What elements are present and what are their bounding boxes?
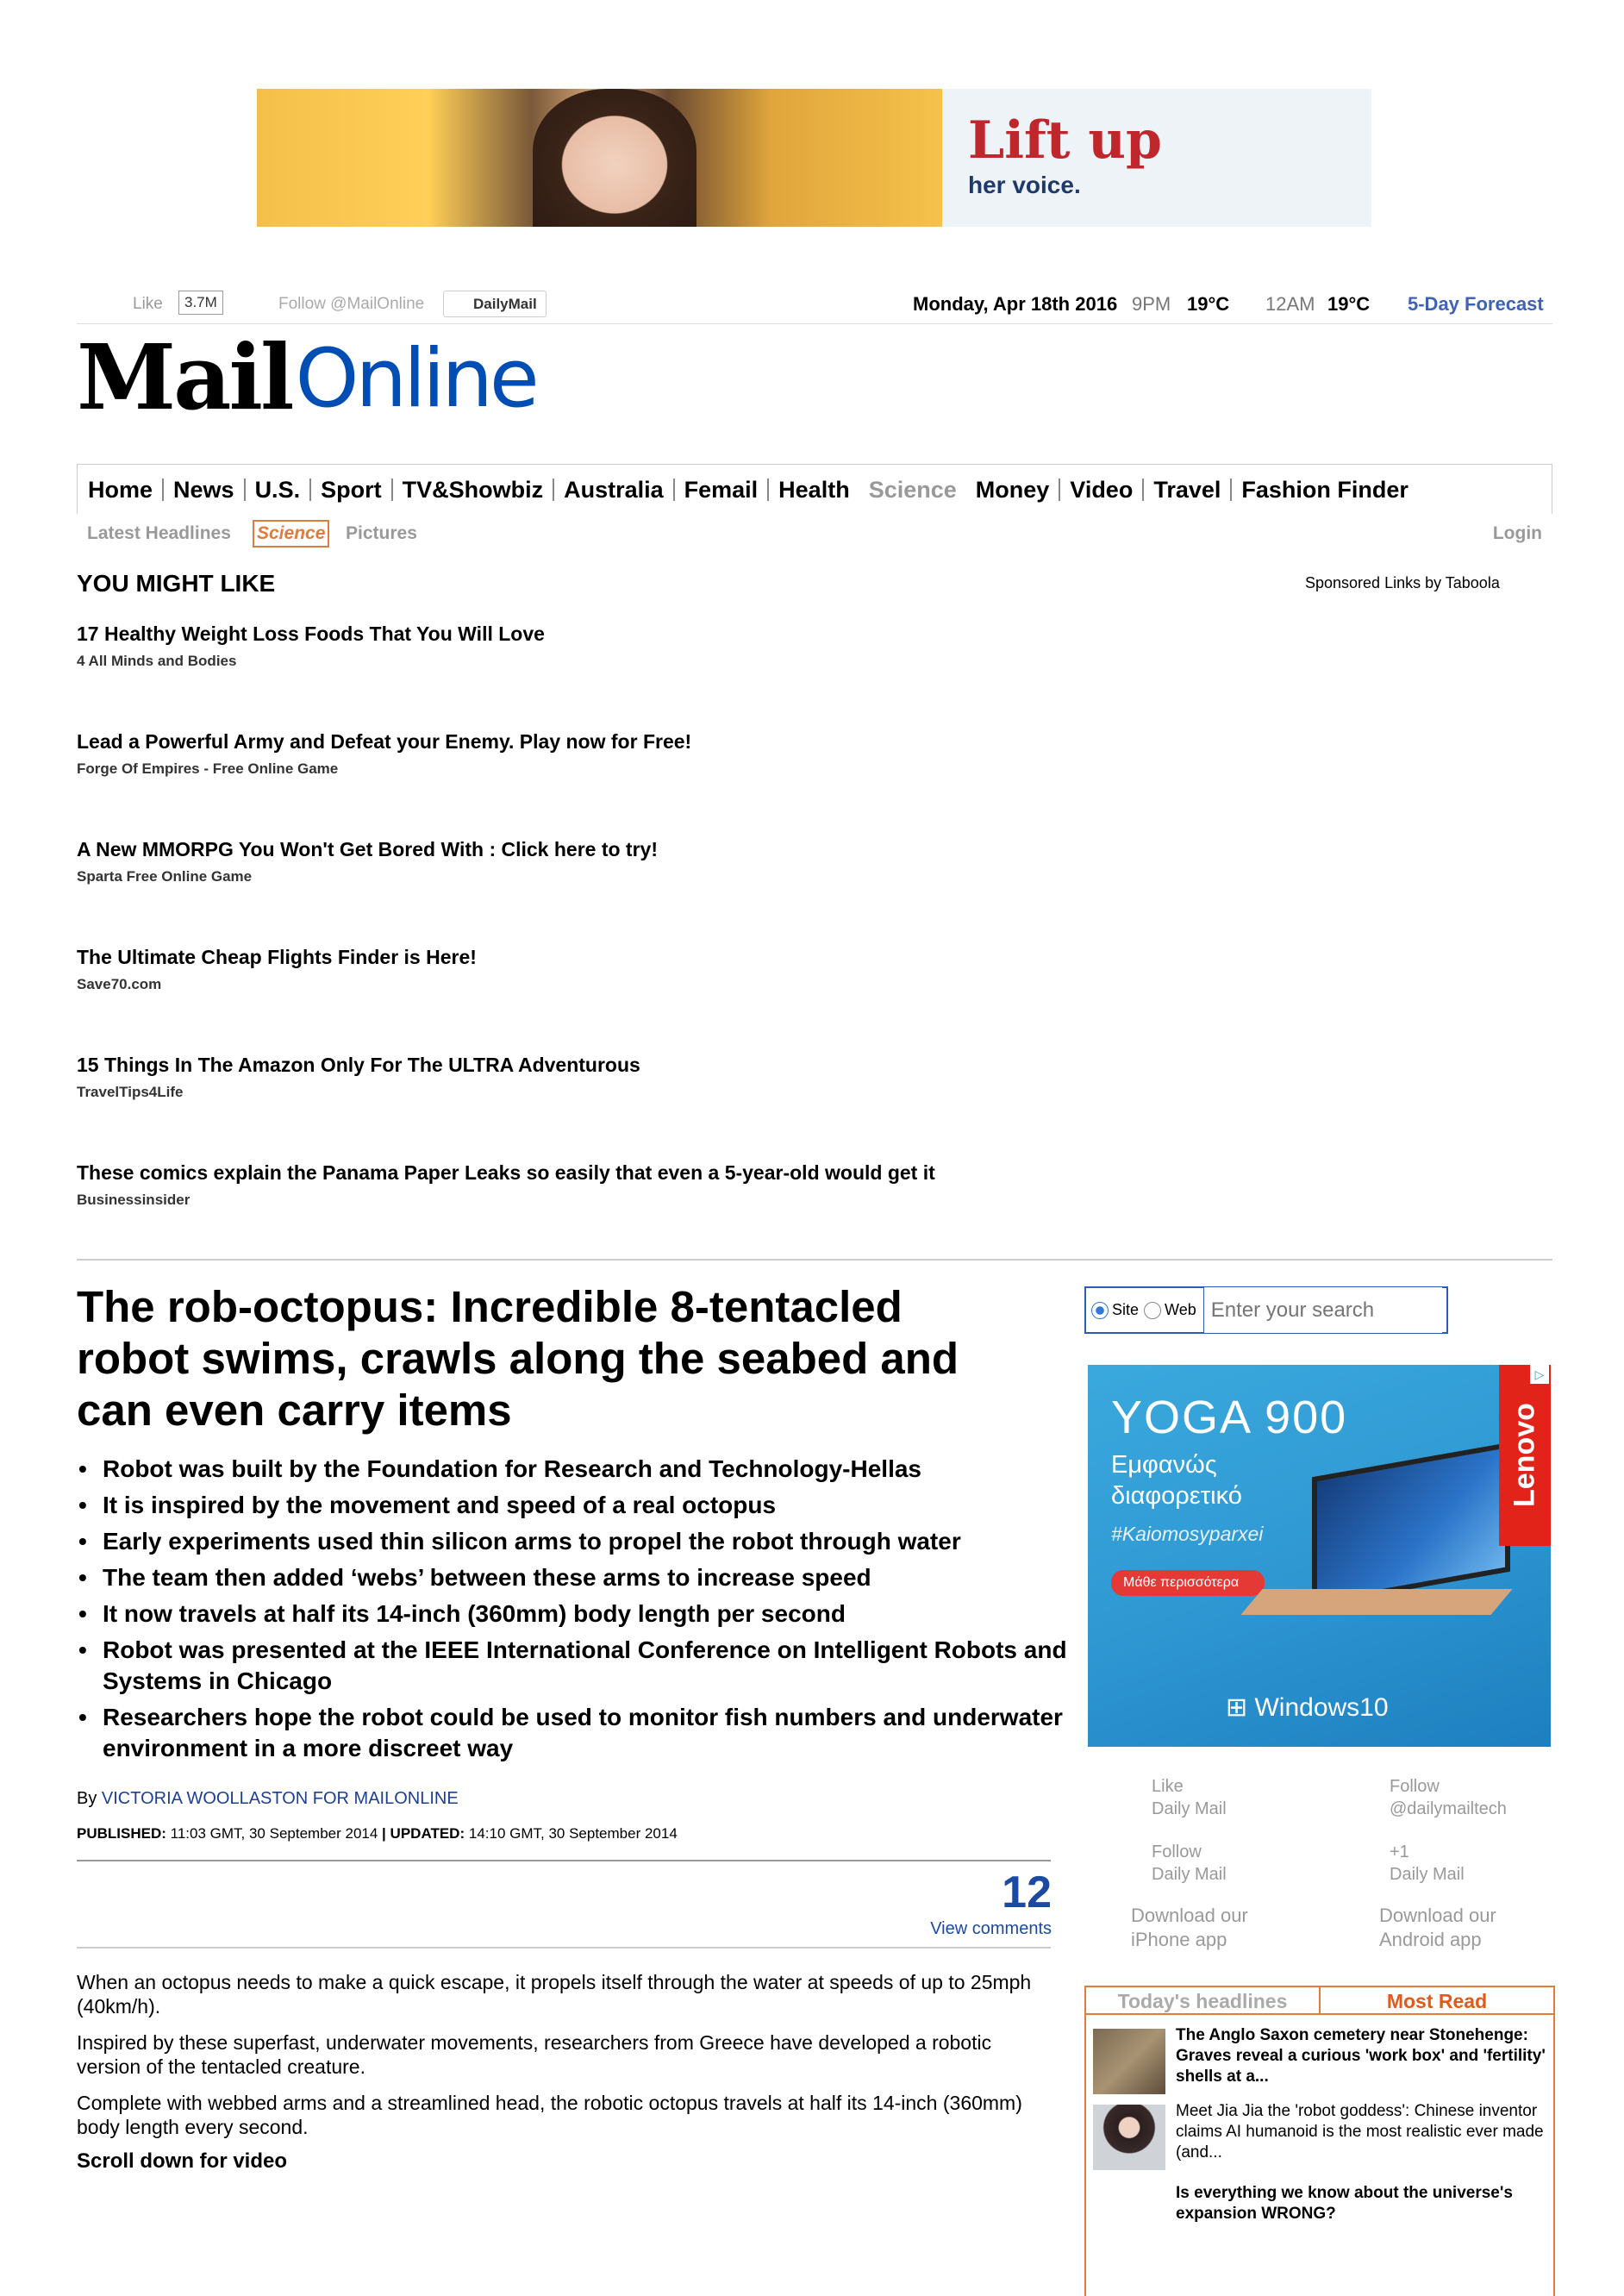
bullet-item: • It now travels at half its 14-inch (360mm) body length per second	[77, 1598, 1068, 1630]
adchoices-icon[interactable]: ▷	[1530, 1365, 1549, 1384]
subnav-pictures[interactable]: Pictures	[346, 523, 417, 543]
article-paragraph: Complete with webbed arms and a streamlined head, the robotic octopus travels at half its 14-inch (360mm) body length every second.	[77, 2092, 1022, 2138]
promo-source: Businessinsider	[77, 1192, 191, 1208]
promo-source: Forge Of Empires - Free Online Game	[77, 760, 339, 777]
search-web-option[interactable]	[1139, 1301, 1196, 1319]
ad-tagline-2: διαφορετικό	[1111, 1482, 1242, 1510]
view-comments-link[interactable]: View comments	[930, 1919, 1052, 1938]
tab-most-read[interactable]: Most Read	[1319, 1986, 1555, 2013]
nav-item-u-s-[interactable]: U.S.	[244, 479, 310, 501]
twitter-follow-button[interactable]: Follow @MailOnline	[278, 295, 425, 313]
headline-text[interactable]: Is everything we know about the universe's expansion WRONG?	[1176, 2184, 1513, 2223]
windows-label: Windows10	[1254, 1693, 1389, 1722]
site-logo[interactable]	[77, 324, 536, 430]
subnav-latest-headlines[interactable]: Latest Headlines	[87, 523, 231, 543]
article-paragraph: Inspired by these superfast, underwater movements, researchers from Greece have developed a robotic version of the tentacled creature.	[77, 2031, 992, 2078]
ad-subline: her voice.	[968, 172, 1081, 198]
side-plus-one[interactable]	[1390, 1841, 1465, 1886]
side-plus-label: +1	[1390, 1842, 1409, 1861]
logo-mail: Mail	[77, 324, 292, 430]
tab-todays-headlines[interactable]: Today's headlines	[1084, 1986, 1319, 2013]
side-follow-daily-mail[interactable]	[1152, 1841, 1227, 1886]
lenovo-logo: Lenovo	[1499, 1365, 1551, 1546]
author-link[interactable]: VICTORIA WOOLLASTON FOR MAILONLINE	[101, 1789, 459, 1808]
weather-temp-1: 19°C	[1187, 293, 1230, 315]
logo-online: Online	[295, 332, 536, 426]
windows-icon: ⊞	[1226, 1693, 1255, 1722]
promo-item[interactable]	[77, 838, 658, 885]
nav-item-travel[interactable]: Travel	[1142, 479, 1230, 501]
promo-item[interactable]	[77, 946, 477, 993]
promo-title[interactable]: Lead a Powerful Army and Defeat your Enemy. Play now for Free!	[77, 730, 692, 753]
laptop-base	[1240, 1589, 1512, 1615]
headline-thumbnail[interactable]	[1093, 2105, 1165, 2170]
published-label: PUBLISHED:	[77, 1825, 166, 1842]
iphone-app-line1: Download our	[1131, 1905, 1248, 1926]
nav-item-news[interactable]: News	[162, 479, 244, 501]
nav-item-fashion-finder[interactable]: Fashion Finder	[1230, 479, 1418, 501]
web-label: Web	[1165, 1301, 1196, 1318]
site-label: Site	[1112, 1301, 1140, 1318]
dailymail-follow-button[interactable]: DailyMail	[443, 291, 547, 317]
headlines-tabs	[1084, 1986, 1555, 2013]
ad-photo	[257, 89, 942, 227]
promo-item[interactable]	[77, 1161, 935, 1209]
promo-title[interactable]: The Ultimate Cheap Flights Finder is Here!	[77, 946, 477, 968]
current-date: Monday, Apr 18th 2016	[913, 293, 1118, 315]
side-follow-label: Follow	[1152, 1842, 1202, 1861]
weather-temp-2: 19°C	[1327, 293, 1371, 315]
android-app-line1: Download our	[1379, 1905, 1496, 1926]
article-paragraph: When an octopus needs to make a quick escape, it propels itself through the water at speeds of up to 25mph (40km/h).	[77, 1971, 1032, 2018]
headline-text[interactable]: Meet Jia Jia the 'robot goddess': Chinese inventor claims AI humanoid is the most realistic ever made (and...	[1176, 2102, 1544, 2161]
promo-source: 4 All Minds and Bodies	[77, 653, 237, 669]
ad-cta-button[interactable]: Μάθε περισσότερα	[1111, 1570, 1265, 1596]
nav-item-sport[interactable]: Sport	[309, 479, 391, 501]
nav-item-science[interactable]: Science	[868, 476, 957, 503]
search-input[interactable]	[1203, 1287, 1442, 1333]
headline-text[interactable]: The Anglo Saxon cemetery near Stonehenge: Graves reveal a curious 'work box' and 'fertility' shells at a...	[1176, 2026, 1546, 2086]
nav-item-money[interactable]: Money	[975, 476, 1050, 503]
side-follow-label: Follow	[1390, 1777, 1440, 1796]
search-box	[1084, 1286, 1448, 1334]
headlines-list	[1084, 2013, 1555, 2296]
iphone-app-line2: iPhone app	[1131, 1929, 1227, 1950]
top-ad-banner[interactable]	[257, 89, 1371, 227]
windows-logo	[1226, 1692, 1389, 1723]
updated-label: UPDATED:	[390, 1825, 465, 1842]
side-like-target: Daily Mail	[1152, 1799, 1227, 1818]
side-ad[interactable]	[1088, 1365, 1551, 1747]
side-follow-target: @dailymailtech	[1390, 1799, 1507, 1818]
promo-source: TravelTips4Life	[77, 1084, 184, 1100]
pipe-separator: |	[382, 1825, 386, 1842]
promo-title[interactable]: 15 Things In The Amazon Only For The ULTRA Adventurous	[77, 1054, 640, 1076]
updated-time: 14:10 GMT, 30 September 2014	[468, 1825, 678, 1842]
ad-hashtag: #Kaiomosyparxei	[1111, 1523, 1264, 1545]
bullet-item: • Robot was built by the Foundation for Research and Technology-Hellas	[77, 1454, 1068, 1485]
like-count: 3.7M	[178, 291, 223, 315]
social-weather-bar	[77, 286, 1552, 324]
promo-title[interactable]: 17 Healthy Weight Loss Foods That You Will Love	[77, 622, 545, 645]
bullet-item: • It is inspired by the movement and speed of a real octopus	[77, 1490, 1068, 1521]
published-time: 11:03 GMT, 30 September 2014	[170, 1825, 378, 1842]
promo-item[interactable]	[77, 1054, 640, 1101]
side-like-daily-mail[interactable]	[1152, 1775, 1227, 1820]
promo-source: Save70.com	[77, 976, 162, 992]
publish-info	[77, 1825, 678, 1842]
nav-item-health[interactable]: Health	[767, 479, 859, 501]
article-bullets	[77, 1454, 1068, 1769]
bullet-item: • Researchers hope the robot could be used to monitor fish numbers and underwater environment in a more discreet way	[77, 1702, 1068, 1764]
laptop-image	[1312, 1442, 1510, 1607]
nav-item-australia[interactable]: Australia	[553, 479, 673, 501]
ad-girl-face	[533, 89, 696, 227]
facebook-like-button[interactable]: Like	[133, 295, 163, 313]
headline-thumbnail[interactable]	[1093, 2029, 1165, 2094]
iphone-app-link[interactable]	[1131, 1904, 1248, 1952]
scroll-down-label: Scroll down for video	[77, 2149, 288, 2173]
radio-unselected-icon[interactable]	[1144, 1302, 1161, 1319]
login-link[interactable]: Login	[1492, 523, 1542, 543]
ad-headline: Lift up	[968, 110, 1162, 171]
promo-title[interactable]: A New MMORPG You Won't Get Bored With : Click here to try!	[77, 838, 658, 860]
byline	[77, 1789, 459, 1809]
sponsored-label[interactable]: Sponsored Links by Taboola	[1305, 574, 1500, 591]
side-like-label: Like	[1152, 1777, 1184, 1796]
byline-by: By	[77, 1789, 97, 1808]
nav-item-femail[interactable]: Femail	[673, 479, 768, 501]
radio-selected-icon[interactable]	[1091, 1302, 1109, 1319]
nav-item-home[interactable]: Home	[88, 476, 153, 503]
nav-item-tv-showbiz[interactable]: TV&Showbiz	[391, 479, 553, 501]
side-follow-dailymailtech[interactable]	[1390, 1775, 1507, 1820]
weather-time-2: 12AM	[1265, 293, 1315, 315]
you-might-like-heading: YOU MIGHT LIKE	[77, 570, 276, 597]
forecast-link[interactable]: 5-Day Forecast	[1408, 293, 1544, 315]
bullet-item: • Robot was presented at the IEEE International Conference on Intelligent Robots and Systems in Chicago	[77, 1635, 1068, 1697]
ad-product-title: YOGA 900	[1111, 1392, 1348, 1443]
promo-item[interactable]	[77, 730, 691, 778]
side-plus-target: Daily Mail	[1390, 1865, 1465, 1884]
promo-title[interactable]: These comics explain the Panama Paper Leaks so easily that even a 5-year-old would get it	[77, 1161, 935, 1184]
android-app-line2: Android app	[1379, 1929, 1482, 1950]
article-headline: The rob-octopus: Incredible 8-tentacled robot swims, crawls along the seabed and can even carry items	[77, 1282, 959, 1435]
side-follow-target: Daily Mail	[1152, 1865, 1227, 1884]
nav-item-video[interactable]: Video	[1059, 479, 1142, 501]
section-divider	[77, 1259, 1552, 1261]
main-nav	[77, 464, 1552, 514]
bullet-item: • The team then added ‘webs’ between these arms to increase speed	[77, 1562, 1068, 1593]
search-site-option[interactable]	[1086, 1301, 1139, 1319]
divider	[77, 1860, 1051, 1861]
sub-nav	[77, 514, 1552, 552]
promo-item[interactable]	[77, 622, 545, 670]
divider	[77, 1947, 1051, 1949]
subnav-science[interactable]: Science	[253, 520, 329, 547]
comment-count[interactable]: 12	[1002, 1867, 1052, 1918]
promo-source: Sparta Free Online Game	[77, 868, 253, 885]
bullet-item: • Early experiments used thin silicon arms to propel the robot through water	[77, 1526, 1068, 1557]
ad-copy	[942, 89, 1371, 227]
weather-time-1: 9PM	[1132, 293, 1171, 315]
android-app-link[interactable]	[1379, 1904, 1496, 1952]
ad-tagline-1: Εμφανώς	[1111, 1451, 1217, 1479]
